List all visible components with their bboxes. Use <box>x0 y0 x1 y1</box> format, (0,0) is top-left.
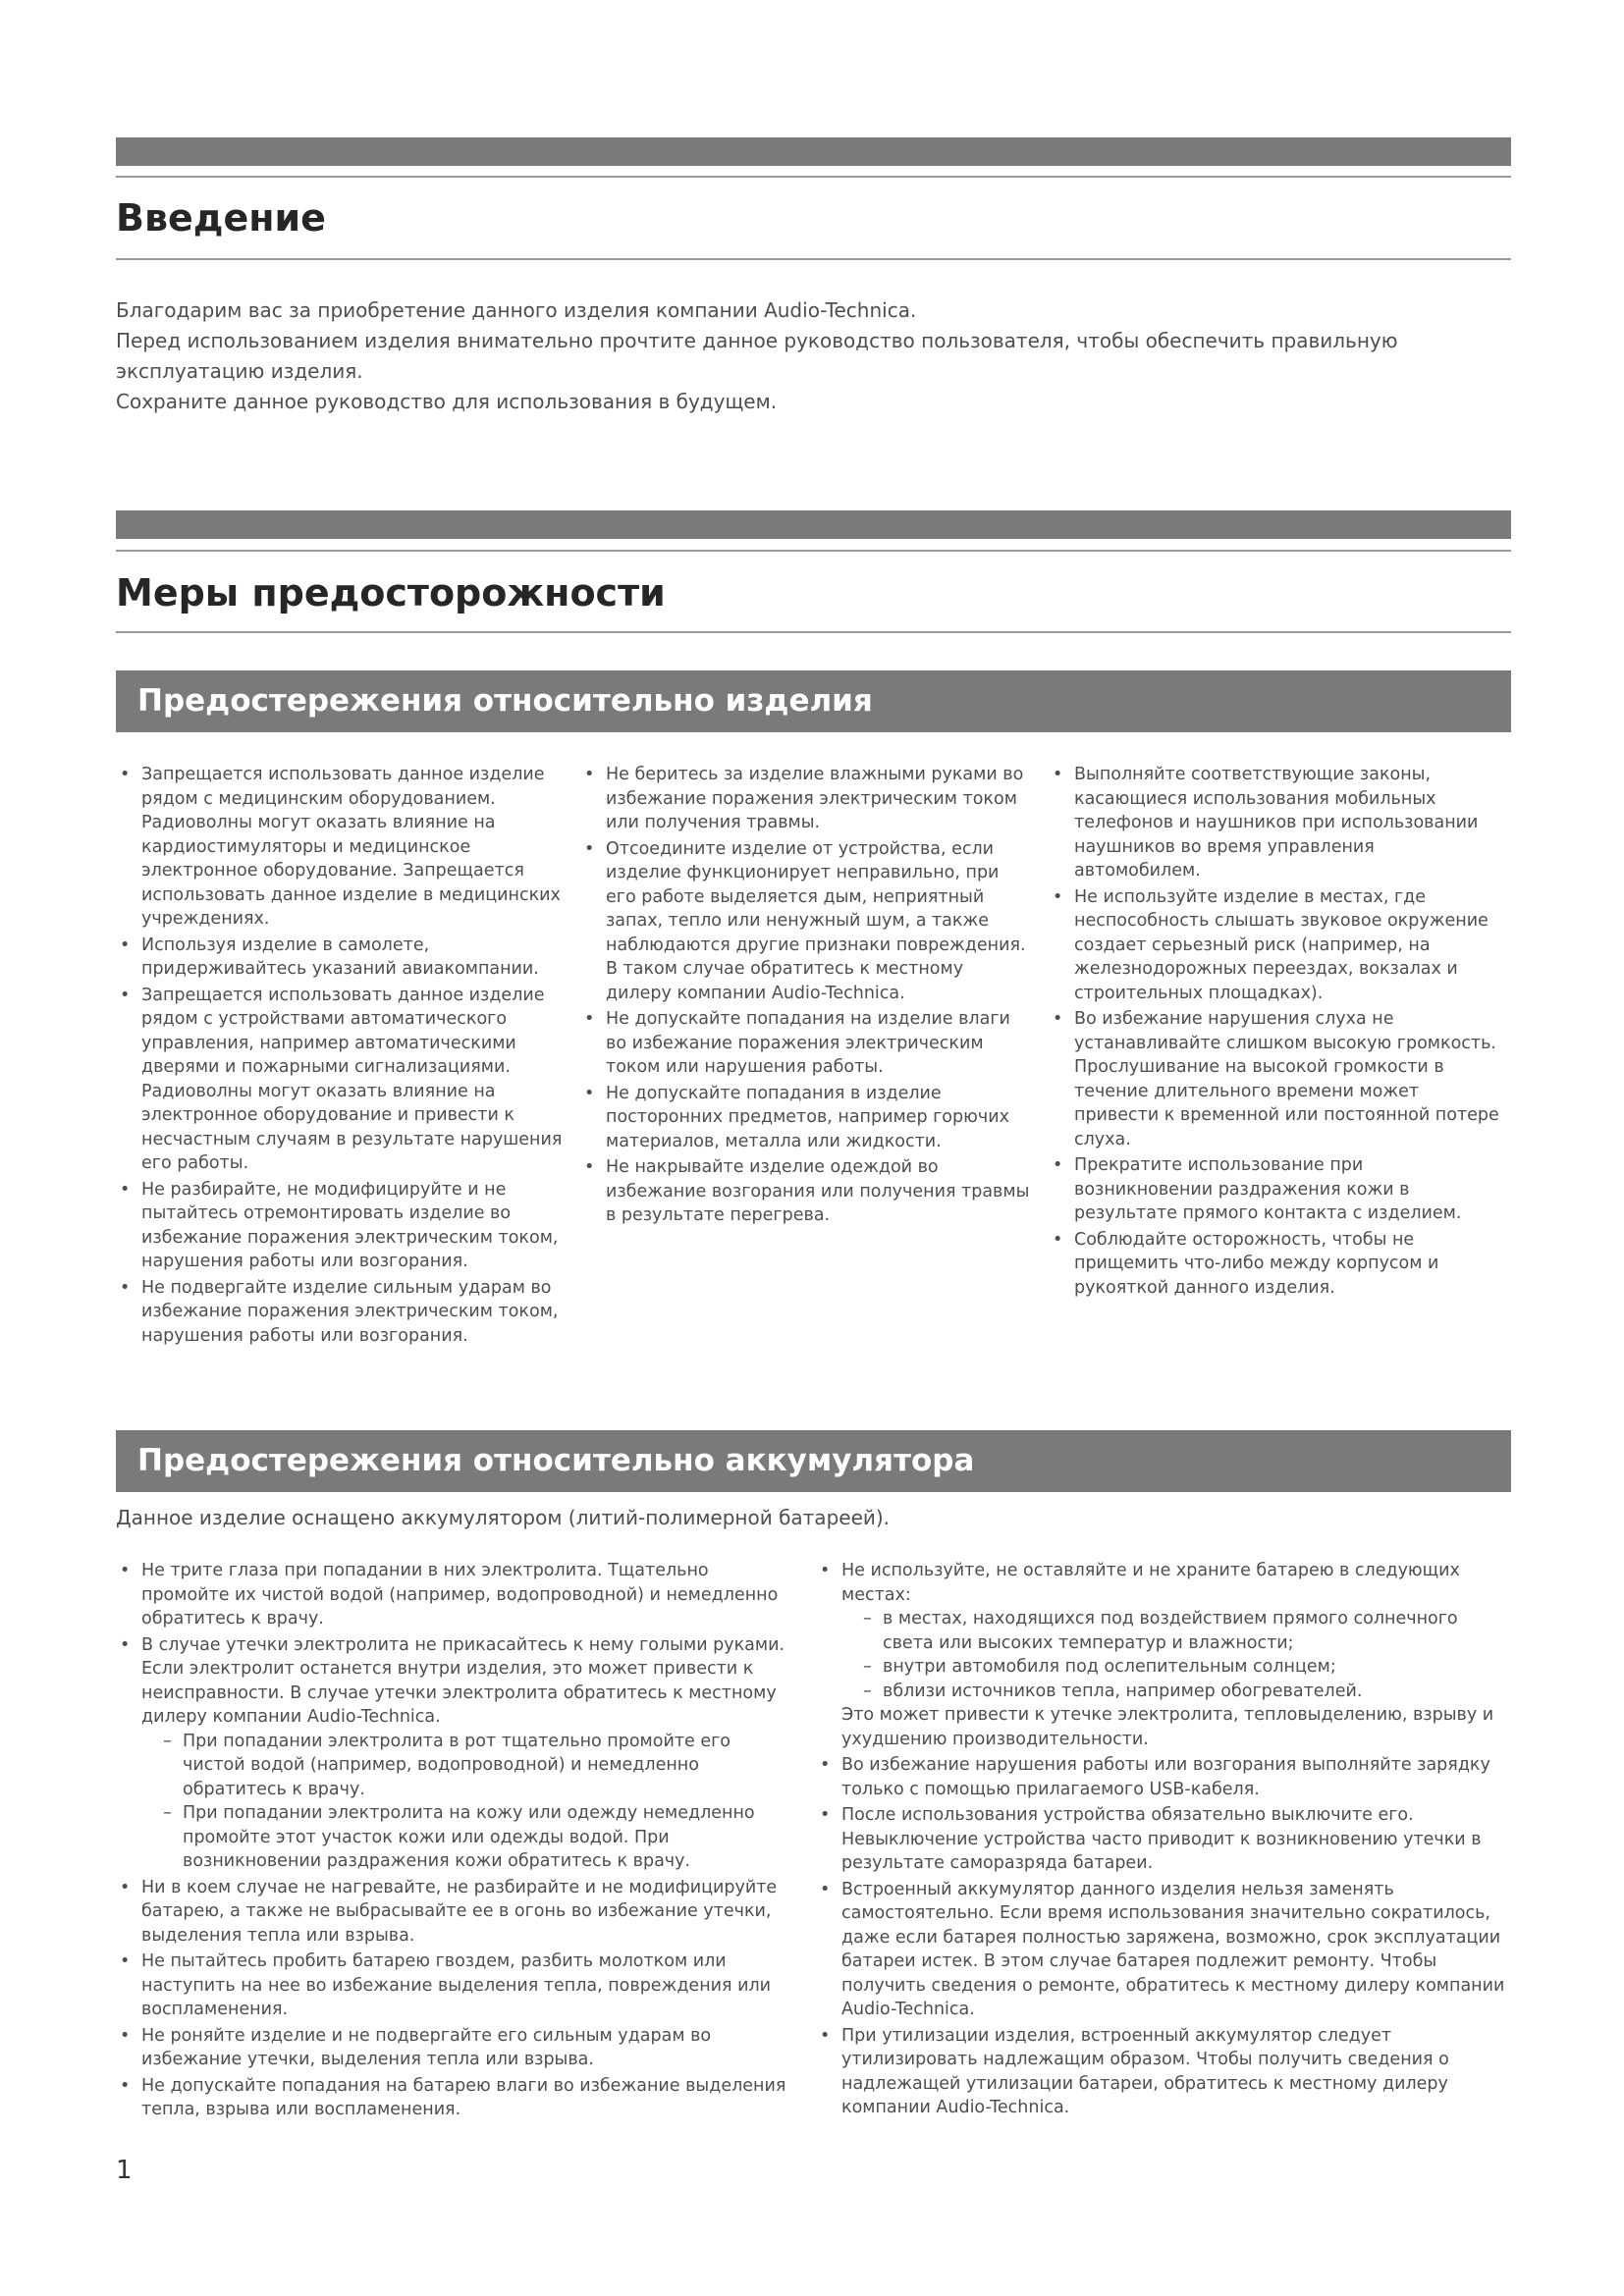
list-item: • Не используйте изделие в местах, где неспособность слышать звуковое окружение создает серьезный риск (например, на железнодорожных переездах, вокзалах и строительных площадках). <box>1053 886 1489 1003</box>
list-item: • Прекратите использование при возникновении раздражения кожи в результате прямого контакта с изделием. <box>1053 1155 1462 1223</box>
list-item: • Выполняйте соответствующие законы, касающиеся использования мобильных телефонов и наушников при использовании наушников во время управления автомобилем. <box>1053 765 1479 881</box>
battery-cautions-heading: Предостережения относительно аккумулятора <box>116 1430 1511 1492</box>
intro-title: Введение <box>116 196 326 240</box>
list-item: • Не используйте, не оставляйте и не храните батарею в следующих местах: – в местах, находящихся под воздействием прямого солнечного света или высоких температур и влажности; – внутри автомобиля под ослепительным солнцем; – вблизи источников тепла, например обогревателей. Это может привести к утечке электролита, тепловыделению, взрыву и ухудшению производительности. <box>820 1559 1507 1751</box>
product-cautions-heading: Предостережения относительно изделия <box>116 670 1511 732</box>
list-item: • Не допускайте попадания на батарею влаги во избежание выделения тепла, взрыва или воспламенения. <box>120 2075 786 2119</box>
bullet-icon: • <box>1053 886 1063 907</box>
list-item: • Соблюдайте осторожность, чтобы не прищемить что-либо между корпусом и рукояткой данного изделия. <box>1053 1229 1439 1298</box>
dash-icon: – <box>863 1609 872 1629</box>
dash-icon: – <box>863 1657 872 1677</box>
bullet-icon: • <box>1053 1155 1063 1175</box>
list-item: • Используя изделие в самолете, придерживайтесь указаний авиакомпании. <box>120 934 539 979</box>
bullet-icon: • <box>120 1561 131 1580</box>
bullet-icon: • <box>120 1951 131 1971</box>
intro-paragraph-3: Сохраните данное руководство для использования в будущем. <box>116 390 778 413</box>
intro-title-underline <box>116 258 1511 260</box>
bullet-icon: • <box>1053 765 1063 784</box>
intro-paragraph-1: Благодарим вас за приобретение данного изделия компании Audio-Technica. <box>116 298 917 322</box>
sub-list-item: – в местах, находящихся под воздействием прямого солнечного света или высоких температур и влажности; <box>863 1609 1458 1653</box>
bullet-icon: • <box>820 1755 831 1775</box>
list-item: • Запрещается использовать данное изделие рядом с устройствами автоматического управления, например автоматическими дверями и пожарными сигнализациями. Радиоволны могут оказать влияние на электронное оборудование и привести к несчастным случаям в результате нарушения его работы. <box>120 985 563 1173</box>
bullet-icon: • <box>1053 1009 1063 1029</box>
list-item: • Отсоедините изделие от устройства, если изделие функционирует неправильно, при его работе выделяется дым, неприятный запах, тепло или ненужный шум, а также наблюдаются другие признаки повреждения. В таком случае обратитесь к местному дилеру компании Audio-Technica. <box>584 838 1026 1003</box>
bullet-icon: • <box>820 2025 831 2046</box>
bullet-icon: • <box>120 934 131 955</box>
list-item: • Запрещается использовать данное изделие рядом с медицинским оборудованием. Радиоволны могут оказать влияние на кардиостимуляторы и медицинское электронное оборудование. Запрещается использовать данное изделие в медицинских учреждениях. <box>120 765 561 929</box>
list-item: • Не подвергайте изделие сильным ударам во избежание поражения электрическим током, нарушения работы или возгорания. <box>120 1277 559 1346</box>
product-column-2 <box>584 763 1031 1230</box>
list-item: • В случае утечки электролита не прикасайтесь к нему голыми руками. Если электролит останется внутри изделия, это может привести к неисправности. В случае утечки электролита обратитесь к местному дилеру компании Audio-Technica. – При попадании электролита в рот тщательно промойте его чистой водой (например, водопроводной) и немедленно обратитесь к врачу. – При попадании электролита на кожу или одежду немедленно промойте этот участок кожи или одежды водой. При возникновении раздражения кожи обратитесь к врачу. <box>120 1633 797 1874</box>
list-item: • Не накрывайте изделие одеждой во избежание возгорания или получения травмы в результате перегрева. <box>584 1157 1030 1225</box>
battery-column-right <box>820 1559 1507 2122</box>
section-bar-precautions <box>116 510 1511 539</box>
section-bar-top <box>116 137 1511 166</box>
bullet-icon: • <box>120 765 131 784</box>
battery-column-left <box>120 1559 797 2124</box>
list-item: • Во избежание нарушения слуха не устанавливайте слишком высокую громкость. Прослушивание на высокой громкости в течение длительного времени может привести к временной или постоянной потере слуха. <box>1053 1009 1499 1149</box>
bullet-icon: • <box>820 1879 831 1899</box>
list-item-continuation: Это может привести к утечке электролита, тепловыделению, взрыву и ухудшению производительности. <box>841 1705 1494 1749</box>
list-item: • Встроенный аккумулятор данного изделия нельзя заменять самостоятельно. Если время использования значительно сократилось, даже если батарея полностью заряжена, возможно, срок эксплуатации батареи истек. В этом случае батарея подлежит ремонту. Чтобы получить сведения о ремонте, обратитесь к местному дилеру компании Audio-Technica. <box>820 1879 1505 2019</box>
list-item: • После использования устройства обязательно выключите его. Невыключение устройства часто приводит к возникновению утечки в результате саморазряда батареи. <box>820 1805 1482 1873</box>
dash-icon: – <box>163 1803 172 1823</box>
list-item: • Не роняйте изделие и не подвергайте его сильным ударам во избежание утечки, выделения тепла или взрыва. <box>120 2025 712 2069</box>
bullet-icon: • <box>584 838 595 859</box>
bullet-icon: • <box>120 1877 131 1897</box>
list-item: • Не беритесь за изделие влажными руками во избежание поражения электрическим током или получения травмы. <box>584 765 1024 832</box>
bullet-icon: • <box>584 1009 595 1029</box>
sub-list-item: – внутри автомобиля под ослепительным солнцем; <box>841 1655 1507 1680</box>
list-item: • Не пытайтесь пробить батарею гвоздем, разбить молотком или наступить на нее во избежание выделения тепла, повреждения или воспламенения. <box>120 1951 772 2019</box>
precautions-title-underline <box>116 631 1511 633</box>
bullet-icon: • <box>584 1083 595 1103</box>
section-rule-precautions <box>116 550 1511 552</box>
list-item: • Не допускайте попадания в изделие посторонних предметов, например горючих материалов, металла или жидкости. <box>584 1083 1009 1151</box>
sub-list-item: – При попадании электролита на кожу или одежду немедленно промойте этот участок кожи или одежды водой. При возникновении раздражения кожи обратитесь к врачу. <box>163 1803 755 1871</box>
bullet-icon: • <box>120 985 131 1005</box>
dash-icon: – <box>163 1731 172 1751</box>
list-item: • При утилизации изделия, встроенный аккумулятор следует утилизировать надлежащим образом. Чтобы получить сведения о надлежащей утилизации батареи, обратитесь к местному дилеру компании Audio-Technica. <box>820 2025 1449 2117</box>
bullet-icon: • <box>820 1561 831 1580</box>
bullet-icon: • <box>120 1634 131 1655</box>
dash-icon: – <box>863 1681 872 1701</box>
product-column-1 <box>120 763 567 1350</box>
list-item: • Во избежание нарушения работы или возгорания выполняйте зарядку только с помощью прилагаемого USB-кабеля. <box>820 1755 1490 1799</box>
section-rule-top <box>116 176 1511 178</box>
list-item: • Не трите глаза при попадании в них электролита. Тщательно промойте их чистой водой (например, водопроводной) и немедленно обратитесь к врачу. <box>120 1561 779 1629</box>
bullet-icon: • <box>820 1805 831 1825</box>
intro-text <box>116 295 1511 417</box>
bullet-icon: • <box>120 1179 131 1200</box>
battery-intro: Данное изделие оснащено аккумулятором (литий-полимерной батареей). <box>116 1506 891 1529</box>
bullet-icon: • <box>584 765 595 784</box>
sub-list-item: – При попадании электролита в рот тщательно промойте его чистой водой (например, водопроводной) и немедленно обратитесь к врачу. <box>163 1731 731 1799</box>
list-item: • Ни в коем случае не нагревайте, не разбирайте и не модифицируйте батарею, а также не выбрасывайте ее в огонь во избежание утечки, выделения тепла или взрыва. <box>120 1877 778 1946</box>
page-number: 1 <box>116 2156 133 2185</box>
intro-paragraph-2: Перед использованием изделия внимательно прочтите данное руководство пользователя, чтобы обеспечить правильную эксплуатацию изделия. <box>116 329 1398 383</box>
product-column-3 <box>1053 763 1506 1302</box>
bullet-icon: • <box>584 1157 595 1177</box>
list-item: • Не разбирайте, не модифицируйте и не пытайтесь отремонтировать изделие во избежание поражения электрическим током, нарушения работы или возгорания. <box>120 1179 559 1271</box>
bullet-icon: • <box>120 1277 131 1298</box>
list-item: • Не допускайте попадания на изделие влаги во избежание поражения электрическим током или нарушения работы. <box>584 1009 1010 1077</box>
precautions-title: Меры предосторожности <box>116 571 666 614</box>
bullet-icon: • <box>120 2025 131 2046</box>
sub-list-item: – вблизи источников тепла, например обогревателей. <box>841 1680 1507 1704</box>
bullet-icon: • <box>1053 1229 1063 1250</box>
bullet-icon: • <box>120 2075 131 2096</box>
